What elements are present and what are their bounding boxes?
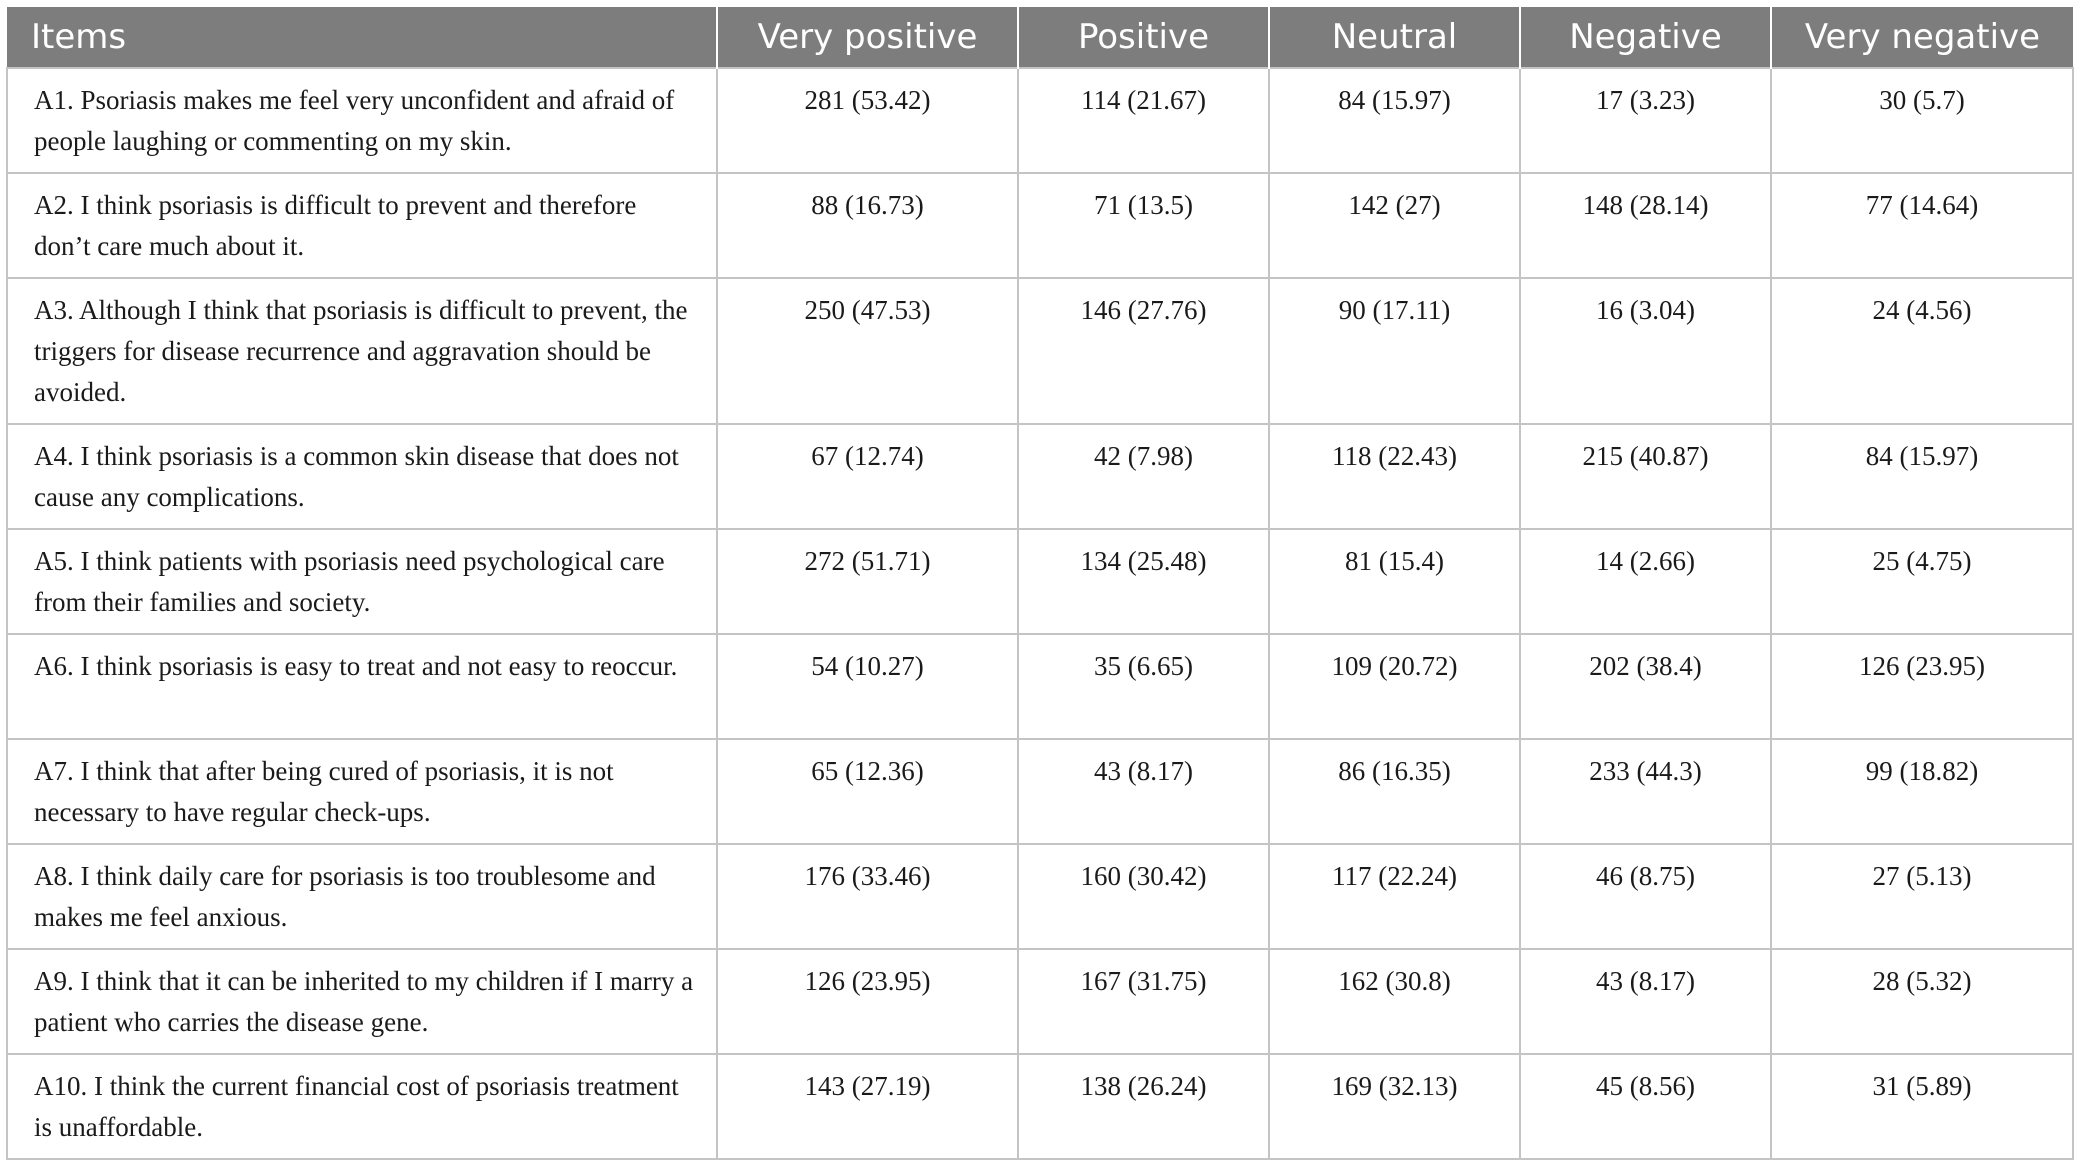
header-negative: Negative (1520, 7, 1771, 68)
neutral-cell: 90 (17.11) (1269, 278, 1520, 424)
very-negative-cell: 27 (5.13) (1771, 844, 2073, 949)
negative-cell: 233 (44.3) (1520, 739, 1771, 844)
very-positive-cell: 143 (27.19) (717, 1054, 1018, 1159)
header-positive: Positive (1018, 7, 1269, 68)
item-cell: A3. Although I think that psoriasis is difficult to prevent, the triggers for disease recurrence and aggravation should be avoided. (7, 278, 717, 424)
very-negative-cell: 24 (4.56) (1771, 278, 2073, 424)
negative-cell: 17 (3.23) (1520, 68, 1771, 173)
negative-cell: 46 (8.75) (1520, 844, 1771, 949)
positive-cell: 42 (7.98) (1018, 424, 1269, 529)
item-cell: A7. I think that after being cured of psoriasis, it is not necessary to have regular check-ups. (7, 739, 717, 844)
neutral-cell: 109 (20.72) (1269, 634, 1520, 739)
neutral-cell: 117 (22.24) (1269, 844, 1520, 949)
very-positive-cell: 272 (51.71) (717, 529, 1018, 634)
very-negative-cell: 126 (23.95) (1771, 634, 2073, 739)
table-row (7, 844, 2073, 949)
item-cell: A9. I think that it can be inherited to my children if I marry a patient who carries the disease gene. (7, 949, 717, 1054)
neutral-cell: 142 (27) (1269, 173, 1520, 278)
very-positive-cell: 88 (16.73) (717, 173, 1018, 278)
negative-cell: 43 (8.17) (1520, 949, 1771, 1054)
very-positive-cell: 250 (47.53) (717, 278, 1018, 424)
positive-cell: 160 (30.42) (1018, 844, 1269, 949)
very-positive-cell: 67 (12.74) (717, 424, 1018, 529)
very-positive-cell: 65 (12.36) (717, 739, 1018, 844)
positive-cell: 134 (25.48) (1018, 529, 1269, 634)
table-row (7, 529, 2073, 634)
neutral-cell: 169 (32.13) (1269, 1054, 1520, 1159)
header-very-positive: Very positive (717, 7, 1018, 68)
table-row (7, 278, 2073, 424)
positive-cell: 71 (13.5) (1018, 173, 1269, 278)
neutral-cell: 162 (30.8) (1269, 949, 1520, 1054)
table-row (7, 739, 2073, 844)
negative-cell: 14 (2.66) (1520, 529, 1771, 634)
table-row (7, 68, 2073, 173)
very-positive-cell: 126 (23.95) (717, 949, 1018, 1054)
very-positive-cell: 281 (53.42) (717, 68, 1018, 173)
header-neutral: Neutral (1269, 7, 1520, 68)
very-negative-cell: 84 (15.97) (1771, 424, 2073, 529)
neutral-cell: 86 (16.35) (1269, 739, 1520, 844)
very-negative-cell: 28 (5.32) (1771, 949, 2073, 1054)
positive-cell: 114 (21.67) (1018, 68, 1269, 173)
negative-cell: 215 (40.87) (1520, 424, 1771, 529)
very-negative-cell: 31 (5.89) (1771, 1054, 2073, 1159)
header-row (7, 7, 2073, 68)
very-negative-cell: 77 (14.64) (1771, 173, 2073, 278)
neutral-cell: 84 (15.97) (1269, 68, 1520, 173)
item-cell: A10. I think the current financial cost of psoriasis treatment is unaffordable. (7, 1054, 717, 1159)
item-cell: A8. I think daily care for psoriasis is too troublesome and makes me feel anxious. (7, 844, 717, 949)
very-positive-cell: 54 (10.27) (717, 634, 1018, 739)
table-row (7, 173, 2073, 278)
header-very-negative: Very negative (1771, 7, 2073, 68)
attitude-table (6, 7, 2074, 1160)
negative-cell: 45 (8.56) (1520, 1054, 1771, 1159)
neutral-cell: 81 (15.4) (1269, 529, 1520, 634)
header-items: Items (7, 7, 717, 68)
table-row (7, 634, 2073, 739)
very-negative-cell: 25 (4.75) (1771, 529, 2073, 634)
negative-cell: 148 (28.14) (1520, 173, 1771, 278)
table-row (7, 1054, 2073, 1159)
negative-cell: 16 (3.04) (1520, 278, 1771, 424)
very-positive-cell: 176 (33.46) (717, 844, 1018, 949)
item-cell: A2. I think psoriasis is difficult to prevent and therefore don’t care much about it. (7, 173, 717, 278)
item-cell: A4. I think psoriasis is a common skin disease that does not cause any complications. (7, 424, 717, 529)
item-cell: A6. I think psoriasis is easy to treat and not easy to reoccur. (7, 634, 717, 739)
very-negative-cell: 30 (5.7) (1771, 68, 2073, 173)
positive-cell: 167 (31.75) (1018, 949, 1269, 1054)
positive-cell: 43 (8.17) (1018, 739, 1269, 844)
very-negative-cell: 99 (18.82) (1771, 739, 2073, 844)
positive-cell: 138 (26.24) (1018, 1054, 1269, 1159)
table-row (7, 424, 2073, 529)
table-row (7, 949, 2073, 1054)
positive-cell: 146 (27.76) (1018, 278, 1269, 424)
neutral-cell: 118 (22.43) (1269, 424, 1520, 529)
positive-cell: 35 (6.65) (1018, 634, 1269, 739)
item-cell: A1. Psoriasis makes me feel very unconfident and afraid of people laughing or commenting on my skin. (7, 68, 717, 173)
item-cell: A5. I think patients with psoriasis need psychological care from their families and society. (7, 529, 717, 634)
negative-cell: 202 (38.4) (1520, 634, 1771, 739)
